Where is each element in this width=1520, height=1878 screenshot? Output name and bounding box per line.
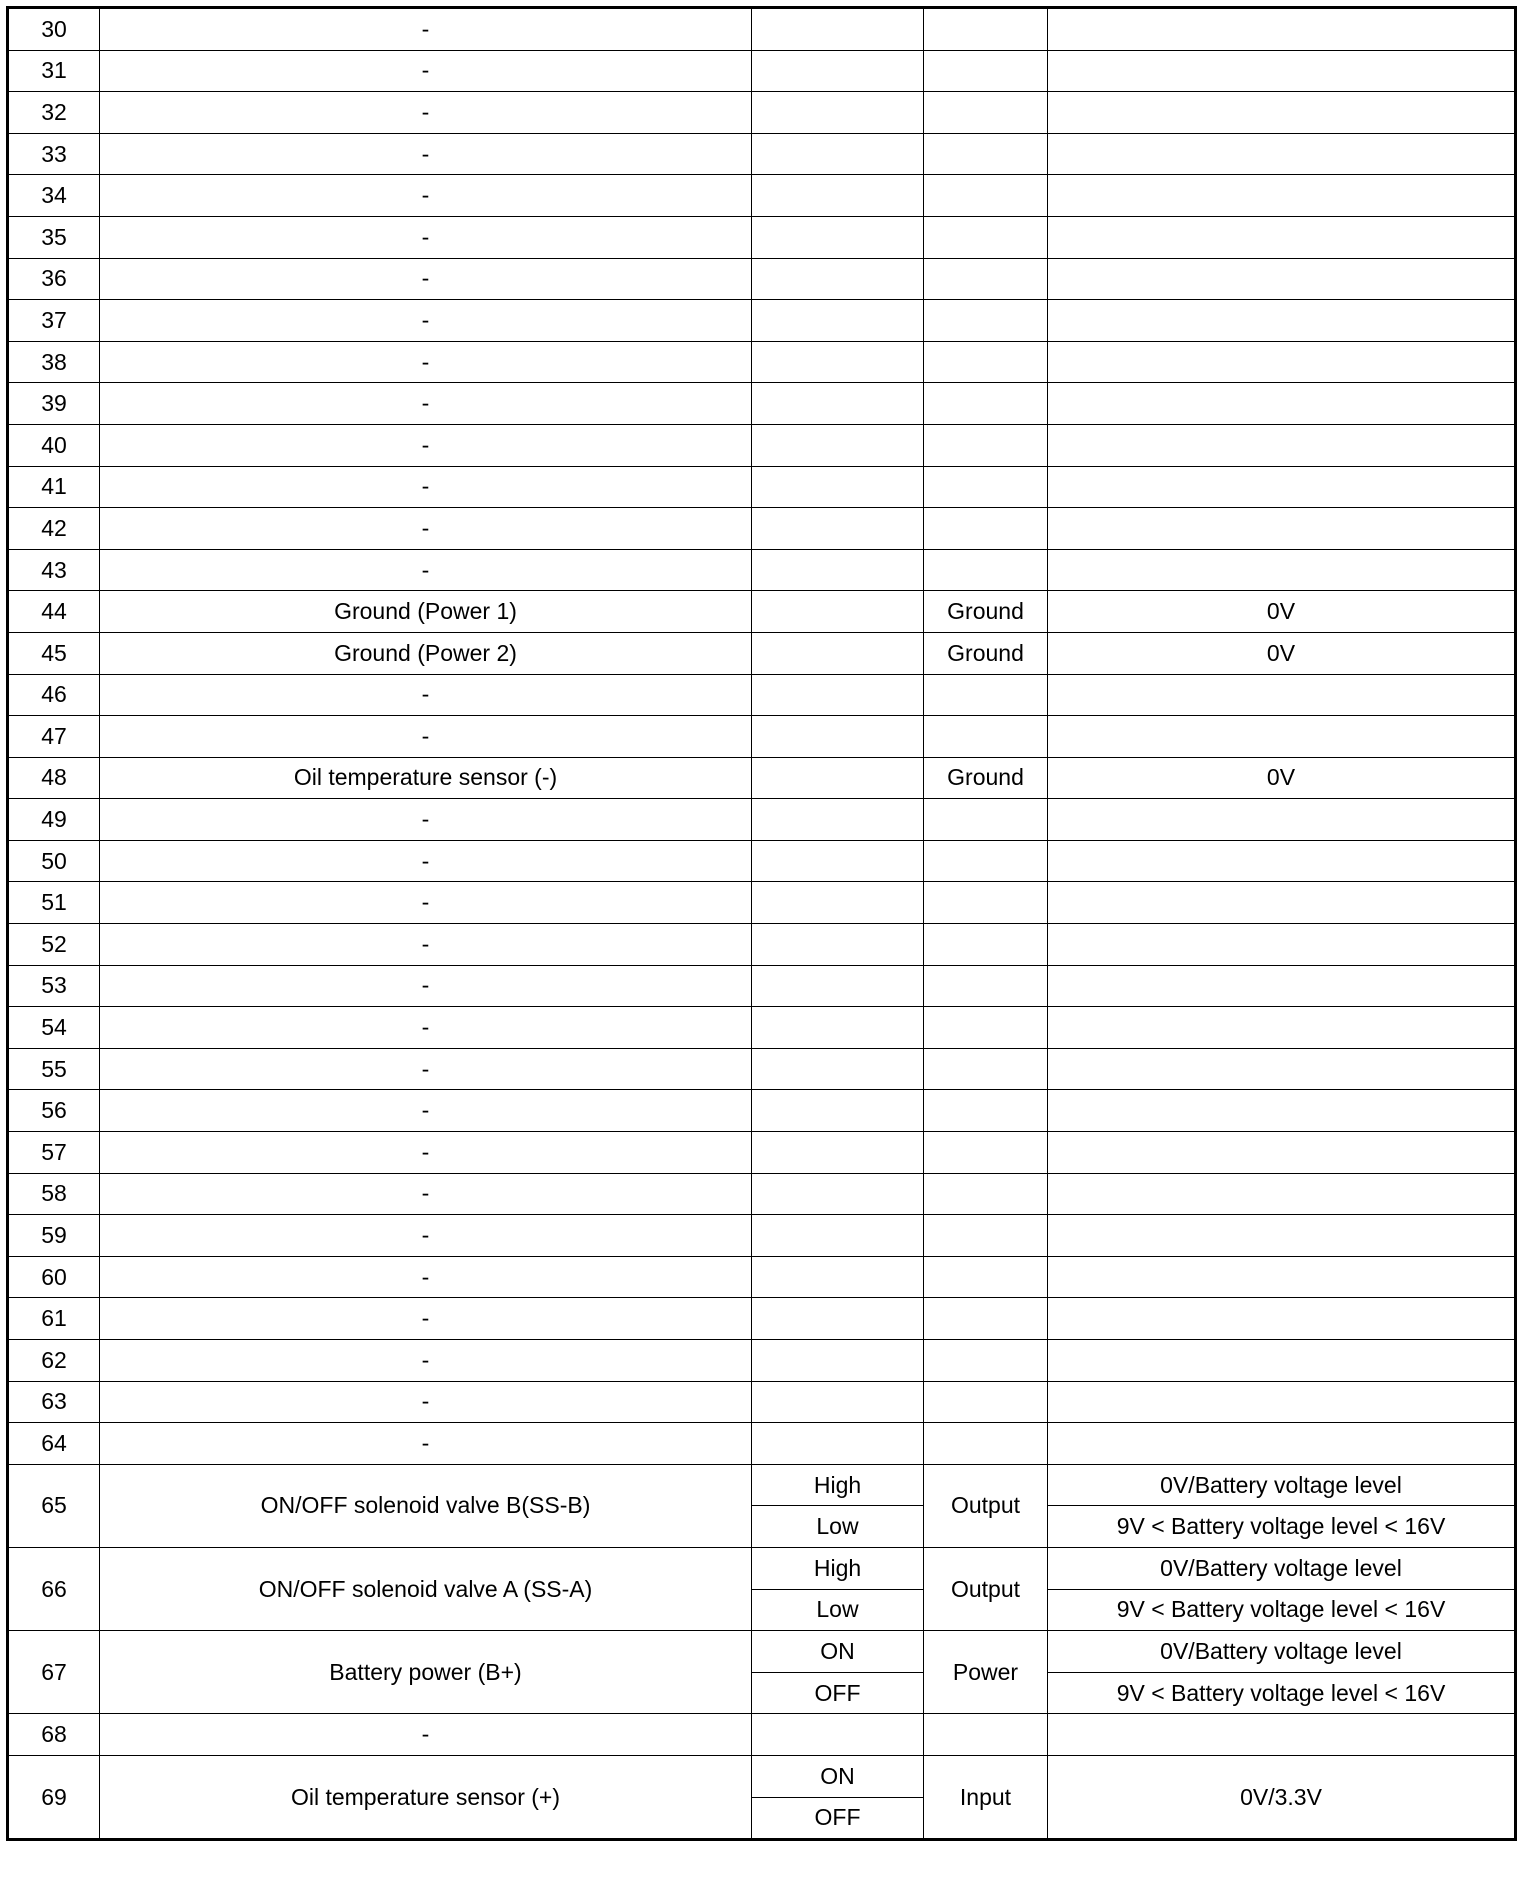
- pin-number-cell: 55: [8, 1048, 100, 1090]
- condition-cell: [752, 924, 924, 966]
- table-row: [8, 424, 1516, 466]
- value-cell: [1048, 133, 1516, 175]
- condition-cell: [752, 632, 924, 674]
- description-cell: Ground (Power 2): [100, 632, 752, 674]
- table-row: [8, 8, 1516, 51]
- value-cell: [1048, 300, 1516, 342]
- table-row: [8, 924, 1516, 966]
- pin-number-cell: 35: [8, 216, 100, 258]
- description-cell: -: [100, 924, 752, 966]
- value-cell: [1048, 924, 1516, 966]
- condition-cell: [752, 1256, 924, 1298]
- table-row: [8, 1340, 1516, 1382]
- description-cell: -: [100, 1215, 752, 1257]
- pin-number-cell: 65: [8, 1464, 100, 1547]
- description-cell: Battery power (B+): [100, 1631, 752, 1714]
- signal-type-cell: [924, 965, 1048, 1007]
- table-row: [8, 1298, 1516, 1340]
- value-cell: [1048, 1423, 1516, 1465]
- pin-number-cell: 46: [8, 674, 100, 716]
- condition-cell: [752, 882, 924, 924]
- condition-cell: [752, 50, 924, 92]
- description-cell: -: [100, 508, 752, 550]
- condition-cell: [752, 799, 924, 841]
- table-row: [8, 840, 1516, 882]
- description-cell: -: [100, 133, 752, 175]
- table-row: [8, 341, 1516, 383]
- value-cell: [1048, 716, 1516, 758]
- condition-cell: [752, 508, 924, 550]
- signal-type-cell: Input: [924, 1755, 1048, 1839]
- description-cell: -: [100, 716, 752, 758]
- description-cell: -: [100, 1381, 752, 1423]
- condition-cell: [752, 1007, 924, 1049]
- pin-number-cell: 51: [8, 882, 100, 924]
- condition-cell: [752, 757, 924, 799]
- pin-number-cell: 34: [8, 175, 100, 217]
- pin-number-cell: 50: [8, 840, 100, 882]
- value-cell: 0V/Battery voltage level: [1048, 1547, 1516, 1589]
- signal-type-cell: [924, 1714, 1048, 1756]
- value-cell: [1048, 1132, 1516, 1174]
- value-cell: 0V/Battery voltage level: [1048, 1464, 1516, 1506]
- description-cell: -: [100, 1256, 752, 1298]
- description-cell: -: [100, 424, 752, 466]
- condition-cell: [752, 258, 924, 300]
- table-row: [8, 466, 1516, 508]
- table-row: [8, 1007, 1516, 1049]
- description-cell: -: [100, 1090, 752, 1132]
- signal-type-cell: [924, 924, 1048, 966]
- description-cell: -: [100, 1714, 752, 1756]
- table-row: [8, 674, 1516, 716]
- signal-type-cell: [924, 216, 1048, 258]
- value-cell: [1048, 1381, 1516, 1423]
- table-row: [8, 1714, 1516, 1756]
- signal-type-cell: [924, 8, 1048, 51]
- pin-number-cell: 37: [8, 300, 100, 342]
- signal-type-cell: [924, 882, 1048, 924]
- condition-cell: [752, 1173, 924, 1215]
- signal-type-cell: [924, 1173, 1048, 1215]
- description-cell: -: [100, 882, 752, 924]
- signal-type-cell: [924, 341, 1048, 383]
- signal-type-cell: [924, 1132, 1048, 1174]
- pin-number-cell: 49: [8, 799, 100, 841]
- pin-number-cell: 59: [8, 1215, 100, 1257]
- description-cell: -: [100, 92, 752, 134]
- value-cell: [1048, 1340, 1516, 1382]
- value-cell: [1048, 175, 1516, 217]
- value-cell: [1048, 799, 1516, 841]
- table-row: [8, 1755, 1516, 1797]
- description-cell: -: [100, 50, 752, 92]
- value-cell: [1048, 1007, 1516, 1049]
- value-cell: 0V: [1048, 757, 1516, 799]
- table-row: [8, 1215, 1516, 1257]
- description-cell: -: [100, 216, 752, 258]
- signal-type-cell: [924, 424, 1048, 466]
- table-row: [8, 757, 1516, 799]
- signal-type-cell: [924, 258, 1048, 300]
- value-cell: 0V/3.3V: [1048, 1755, 1516, 1839]
- condition-cell: High: [752, 1547, 924, 1589]
- condition-cell: [752, 1340, 924, 1382]
- table-row: [8, 965, 1516, 1007]
- pin-number-cell: 41: [8, 466, 100, 508]
- value-cell: 9V < Battery voltage level < 16V: [1048, 1672, 1516, 1714]
- condition-cell: [752, 1298, 924, 1340]
- condition-cell: [752, 1381, 924, 1423]
- pin-number-cell: 38: [8, 341, 100, 383]
- pin-number-cell: 30: [8, 8, 100, 51]
- description-cell: -: [100, 258, 752, 300]
- value-cell: [1048, 840, 1516, 882]
- condition-cell: OFF: [752, 1797, 924, 1840]
- description-cell: -: [100, 549, 752, 591]
- description-cell: -: [100, 1173, 752, 1215]
- condition-cell: [752, 424, 924, 466]
- table-row: [8, 1464, 1516, 1506]
- condition-cell: [752, 1714, 924, 1756]
- condition-cell: [752, 840, 924, 882]
- pin-number-cell: 66: [8, 1547, 100, 1630]
- signal-type-cell: [924, 1048, 1048, 1090]
- description-cell: Ground (Power 1): [100, 591, 752, 633]
- table-row: [8, 1631, 1516, 1673]
- pin-number-cell: 36: [8, 258, 100, 300]
- signal-type-cell: Power: [924, 1631, 1048, 1714]
- table-row: [8, 508, 1516, 550]
- table-row: [8, 92, 1516, 134]
- condition-cell: [752, 965, 924, 1007]
- pin-number-cell: 67: [8, 1631, 100, 1714]
- pin-number-cell: 54: [8, 1007, 100, 1049]
- value-cell: [1048, 8, 1516, 51]
- description-cell: -: [100, 466, 752, 508]
- signal-type-cell: Ground: [924, 632, 1048, 674]
- signal-type-cell: [924, 1340, 1048, 1382]
- pin-number-cell: 68: [8, 1714, 100, 1756]
- condition-cell: Low: [752, 1589, 924, 1631]
- signal-type-cell: [924, 300, 1048, 342]
- pin-number-cell: 69: [8, 1755, 100, 1839]
- table-row: [8, 1547, 1516, 1589]
- pin-number-cell: 32: [8, 92, 100, 134]
- pin-number-cell: 52: [8, 924, 100, 966]
- pin-number-cell: 62: [8, 1340, 100, 1382]
- pin-number-cell: 43: [8, 549, 100, 591]
- value-cell: [1048, 965, 1516, 1007]
- pin-number-cell: 31: [8, 50, 100, 92]
- signal-type-cell: [924, 50, 1048, 92]
- value-cell: [1048, 1215, 1516, 1257]
- pin-number-cell: 57: [8, 1132, 100, 1174]
- condition-cell: [752, 383, 924, 425]
- signal-type-cell: Ground: [924, 591, 1048, 633]
- table-row: [8, 216, 1516, 258]
- pin-number-cell: 39: [8, 383, 100, 425]
- condition-cell: [752, 175, 924, 217]
- description-cell: -: [100, 799, 752, 841]
- condition-cell: [752, 300, 924, 342]
- description-cell: ON/OFF solenoid valve B(SS-B): [100, 1464, 752, 1547]
- value-cell: 9V < Battery voltage level < 16V: [1048, 1506, 1516, 1548]
- pin-number-cell: 40: [8, 424, 100, 466]
- description-cell: ON/OFF solenoid valve A (SS-A): [100, 1547, 752, 1630]
- condition-cell: Low: [752, 1506, 924, 1548]
- condition-cell: ON: [752, 1755, 924, 1797]
- pin-table-sheet: [6, 6, 1514, 1872]
- description-cell: -: [100, 383, 752, 425]
- value-cell: 0V: [1048, 591, 1516, 633]
- table-row: [8, 133, 1516, 175]
- description-cell: -: [100, 1340, 752, 1382]
- value-cell: [1048, 92, 1516, 134]
- description-cell: -: [100, 840, 752, 882]
- description-cell: -: [100, 8, 752, 51]
- pin-number-cell: 53: [8, 965, 100, 1007]
- table-row: [8, 799, 1516, 841]
- description-cell: -: [100, 1132, 752, 1174]
- condition-cell: [752, 1048, 924, 1090]
- table-row: [8, 549, 1516, 591]
- condition-cell: ON: [752, 1631, 924, 1673]
- condition-cell: [752, 549, 924, 591]
- value-cell: [1048, 882, 1516, 924]
- value-cell: [1048, 383, 1516, 425]
- description-cell: -: [100, 674, 752, 716]
- table-row: [8, 1256, 1516, 1298]
- pin-number-cell: 61: [8, 1298, 100, 1340]
- value-cell: [1048, 1090, 1516, 1132]
- pin-number-cell: 48: [8, 757, 100, 799]
- condition-cell: High: [752, 1464, 924, 1506]
- signal-type-cell: [924, 1298, 1048, 1340]
- table-row: [8, 882, 1516, 924]
- signal-type-cell: [924, 92, 1048, 134]
- table-row: [8, 591, 1516, 633]
- signal-type-cell: [924, 1256, 1048, 1298]
- value-cell: 9V < Battery voltage level < 16V: [1048, 1589, 1516, 1631]
- pin-number-cell: 58: [8, 1173, 100, 1215]
- table-row: [8, 50, 1516, 92]
- table-row: [8, 716, 1516, 758]
- value-cell: [1048, 424, 1516, 466]
- pin-number-cell: 47: [8, 716, 100, 758]
- signal-type-cell: [924, 383, 1048, 425]
- table-row: [8, 1048, 1516, 1090]
- table-row: [8, 1090, 1516, 1132]
- signal-type-cell: [924, 133, 1048, 175]
- description-cell: -: [100, 300, 752, 342]
- table-row: [8, 1132, 1516, 1174]
- signal-type-cell: [924, 1381, 1048, 1423]
- value-cell: [1048, 341, 1516, 383]
- condition-cell: [752, 1090, 924, 1132]
- condition-cell: [752, 92, 924, 134]
- signal-type-cell: [924, 674, 1048, 716]
- value-cell: [1048, 1256, 1516, 1298]
- pin-number-cell: 42: [8, 508, 100, 550]
- condition-cell: [752, 1423, 924, 1465]
- value-cell: [1048, 549, 1516, 591]
- value-cell: [1048, 1173, 1516, 1215]
- signal-type-cell: [924, 799, 1048, 841]
- value-cell: [1048, 216, 1516, 258]
- signal-type-cell: [924, 716, 1048, 758]
- value-cell: [1048, 674, 1516, 716]
- condition-cell: [752, 216, 924, 258]
- table-row: [8, 300, 1516, 342]
- pin-table: [6, 6, 1517, 1841]
- pin-number-cell: 33: [8, 133, 100, 175]
- value-cell: [1048, 1048, 1516, 1090]
- condition-cell: [752, 133, 924, 175]
- value-cell: [1048, 258, 1516, 300]
- condition-cell: [752, 1132, 924, 1174]
- description-cell: -: [100, 1423, 752, 1465]
- table-row: [8, 1423, 1516, 1465]
- pin-table-body: [8, 8, 1516, 1840]
- condition-cell: [752, 1215, 924, 1257]
- table-row: [8, 632, 1516, 674]
- condition-cell: [752, 8, 924, 51]
- signal-type-cell: [924, 840, 1048, 882]
- value-cell: 0V: [1048, 632, 1516, 674]
- signal-type-cell: [924, 549, 1048, 591]
- signal-type-cell: [924, 1007, 1048, 1049]
- table-row: [8, 175, 1516, 217]
- description-cell: Oil temperature sensor (+): [100, 1755, 752, 1839]
- condition-cell: [752, 591, 924, 633]
- value-cell: 0V/Battery voltage level: [1048, 1631, 1516, 1673]
- value-cell: [1048, 1714, 1516, 1756]
- condition-cell: [752, 341, 924, 383]
- value-cell: [1048, 1298, 1516, 1340]
- value-cell: [1048, 466, 1516, 508]
- description-cell: -: [100, 965, 752, 1007]
- table-row: [8, 258, 1516, 300]
- value-cell: [1048, 508, 1516, 550]
- condition-cell: OFF: [752, 1672, 924, 1714]
- condition-cell: [752, 466, 924, 508]
- pin-number-cell: 45: [8, 632, 100, 674]
- table-row: [8, 383, 1516, 425]
- pin-number-cell: 63: [8, 1381, 100, 1423]
- signal-type-cell: Ground: [924, 757, 1048, 799]
- pin-number-cell: 60: [8, 1256, 100, 1298]
- description-cell: -: [100, 1048, 752, 1090]
- condition-cell: [752, 674, 924, 716]
- description-cell: -: [100, 175, 752, 217]
- signal-type-cell: [924, 175, 1048, 217]
- signal-type-cell: [924, 466, 1048, 508]
- signal-type-cell: [924, 508, 1048, 550]
- table-row: [8, 1173, 1516, 1215]
- signal-type-cell: Output: [924, 1464, 1048, 1547]
- signal-type-cell: [924, 1215, 1048, 1257]
- condition-cell: [752, 716, 924, 758]
- description-cell: Oil temperature sensor (-): [100, 757, 752, 799]
- pin-number-cell: 64: [8, 1423, 100, 1465]
- signal-type-cell: Output: [924, 1547, 1048, 1630]
- description-cell: -: [100, 1007, 752, 1049]
- description-cell: -: [100, 1298, 752, 1340]
- value-cell: [1048, 50, 1516, 92]
- signal-type-cell: [924, 1423, 1048, 1465]
- pin-number-cell: 44: [8, 591, 100, 633]
- table-row: [8, 1381, 1516, 1423]
- description-cell: -: [100, 341, 752, 383]
- pin-number-cell: 56: [8, 1090, 100, 1132]
- signal-type-cell: [924, 1090, 1048, 1132]
